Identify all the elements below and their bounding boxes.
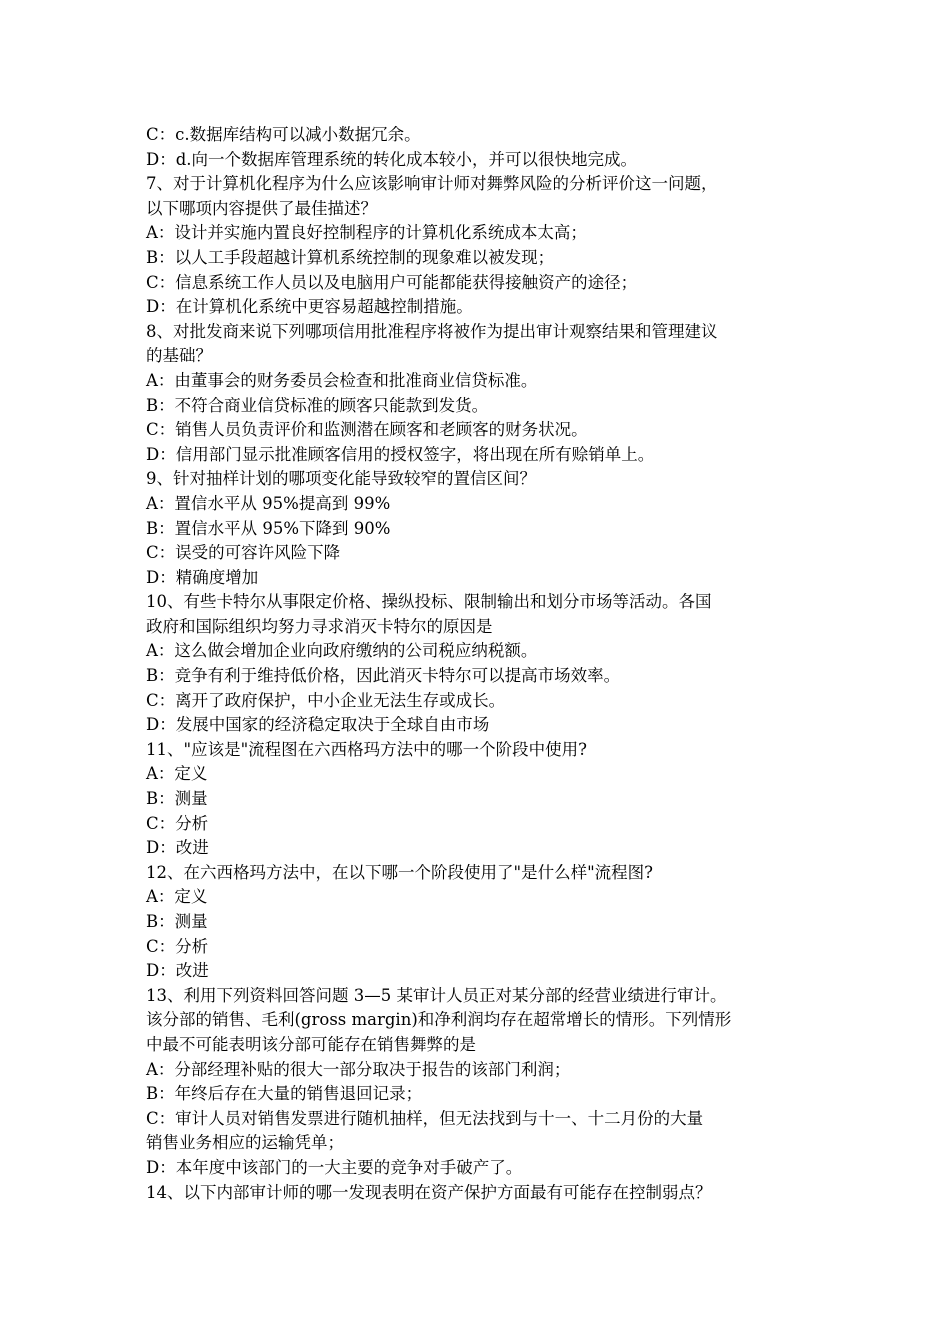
question-line: 8、对批发商来说下列哪项信用批准程序将被作为提出审计观察结果和管理建议 bbox=[146, 321, 718, 341]
document-page bbox=[146, 123, 814, 1205]
option-line: D：精确度增加 bbox=[146, 567, 259, 587]
option-line: A：这么做会增加企业向政府缴纳的公司税应纳税额。 bbox=[146, 641, 538, 661]
question-line: 13、利用下列资料回答问题 3—5 某审计人员正对某分部的经营业绩进行审计。 bbox=[146, 985, 727, 1005]
option-line: D：发展中国家的经济稳定取决于全球自由市场 bbox=[146, 715, 490, 735]
text-line: D：d.向一个数据库管理系统的转化成本较小，并可以很快地完成。 bbox=[146, 149, 638, 169]
option-line: B：测量 bbox=[146, 789, 208, 809]
option-line: B：置信水平从 95%下降到 90% bbox=[146, 518, 391, 538]
option-line: D：改进 bbox=[146, 838, 209, 858]
option-line: A：分部经理补贴的很大一部分取决于报告的该部门利润； bbox=[146, 1059, 571, 1079]
text-line: C：c.数据库结构可以减小数据冗余。 bbox=[146, 125, 421, 144]
option-line: A：定义 bbox=[146, 764, 208, 784]
option-line: A：设计并实施内置良好控制程序的计算机化系统成本太高； bbox=[146, 223, 587, 243]
option-line: B：竞争有利于维持低价格，因此消灭卡特尔可以提高市场效率。 bbox=[146, 666, 621, 686]
option-line: D：本年度中该部门的一大主要的竞争对手破产了。 bbox=[146, 1157, 523, 1177]
option-line: C：销售人员负责评价和监测潜在顾客和老顾客的财务状况。 bbox=[146, 420, 588, 440]
question-line: 中最不可能表明该分部可能存在销售舞弊的是 bbox=[146, 1034, 476, 1054]
question-line: 7、对于计算机化程序为什么应该影响审计师对舞弊风险的分析评价这一问题， bbox=[146, 174, 718, 194]
option-line: B：不符合商业信贷标准的顾客只能款到发货。 bbox=[146, 395, 489, 415]
option-line: A：定义 bbox=[146, 887, 208, 907]
option-line: C：离开了政府保护，中小企业无法生存或成长。 bbox=[146, 690, 506, 710]
option-line: C：误受的可容许风险下降 bbox=[146, 543, 341, 563]
option-line: C：信息系统工作人员以及电脑用户可能都能获得接触资产的途径； bbox=[146, 272, 638, 292]
question-line: 10、有些卡特尔从事限定价格、操纵投标、限制输出和划分市场等活动。各国 bbox=[146, 592, 712, 612]
option-line: C：分析 bbox=[146, 813, 209, 833]
option-line: B：以人工手段超越计算机系统控制的现象难以被发现； bbox=[146, 247, 555, 267]
option-line: 销售业务相应的运输凭单； bbox=[146, 1133, 344, 1153]
question-line: 政府和国际组织均努力寻求消灭卡特尔的原因是 bbox=[146, 616, 493, 636]
option-line: D：在计算机化系统中更容易超越控制措施。 bbox=[146, 297, 473, 317]
option-line: C：审计人员对销售发票进行随机抽样，但无法找到与十一、十二月份的大量 bbox=[146, 1108, 704, 1128]
question-line: 14、以下内部审计师的哪一发现表明在资产保护方面最有可能存在控制弱点？ bbox=[146, 1182, 712, 1202]
option-line: B：年终后存在大量的销售退回记录； bbox=[146, 1084, 423, 1104]
question-line: 该分部的销售、毛利(gross margin)和净利润均存在超常增长的情形。下列情形 bbox=[146, 1010, 732, 1030]
option-line: A：置信水平从 95%提高到 99% bbox=[146, 493, 391, 513]
question-line: 11、"应该是"流程图在六西格玛方法中的哪一个阶段中使用? bbox=[146, 739, 588, 759]
question-line: 12、在六西格玛方法中，在以下哪一个阶段使用了"是什么样"流程图? bbox=[146, 862, 654, 882]
option-line: A：由董事会的财务委员会检查和批准商业信贷标准。 bbox=[146, 370, 538, 390]
option-line: B：测量 bbox=[146, 912, 208, 931]
option-line: D：改进 bbox=[146, 961, 209, 981]
question-line: 以下哪项内容提供了最佳描述？ bbox=[146, 198, 377, 218]
option-line: D：信用部门显示批准顾客信用的授权签字，将出现在所有赊销单上。 bbox=[146, 444, 655, 464]
option-line: C：分析 bbox=[146, 936, 209, 956]
question-line: 9、针对抽样计划的哪项变化能导致较窄的置信区间？ bbox=[146, 469, 536, 489]
question-line: 的基础？ bbox=[146, 346, 212, 366]
